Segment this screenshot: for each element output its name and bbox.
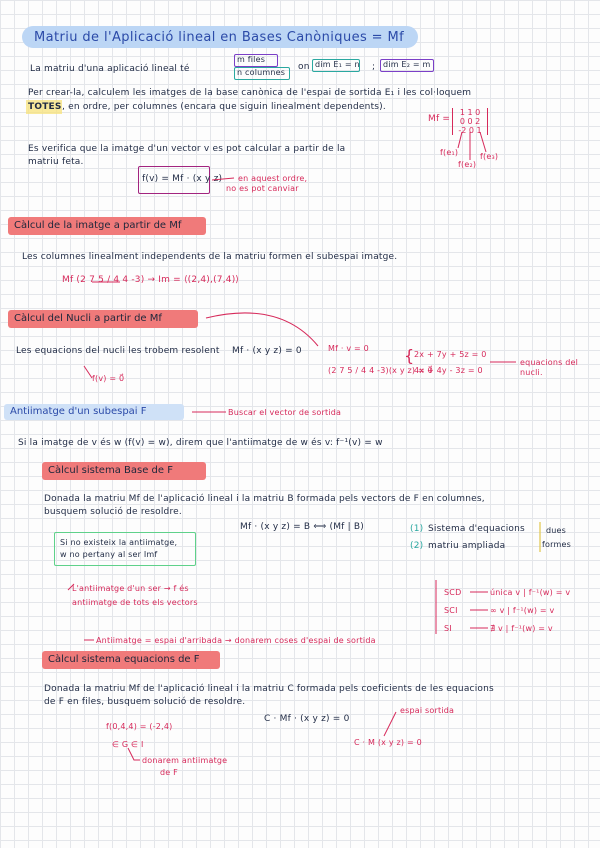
s4-sci: SCI: [444, 606, 458, 615]
s5-cm-note: espai sortida: [400, 706, 455, 715]
s4-si: SI: [444, 624, 452, 633]
arrow-e3-icon: [480, 132, 486, 152]
s4-formula: Mf · (x y z) = B ⟺ (Mf | B): [240, 522, 364, 532]
dim-e1: dim E₁ = n: [315, 60, 360, 69]
s1-example: Mf (2 7 5 / 4 4 -3) → Im = ⟨(2,4),(7,4)⟩: [62, 275, 240, 285]
s5-example-l2: ∈ G ∈ I: [112, 740, 144, 749]
s4-sci-r: ∞ v | f⁻¹(w) = v: [490, 606, 555, 615]
page-title: Matriu de l'Aplicació lineal en Bases Canòniques = Mf: [34, 30, 405, 45]
s2-eq-matrix: (2 7 5 / 4 4 -3)(x y z) = 0⃗: [328, 366, 433, 375]
arrow-pink-icon: [68, 584, 74, 590]
s2-text: Les equacions del nucli les trobem resolent: [16, 346, 220, 356]
s3-heading: Antiimatge d'un subespai F: [10, 406, 147, 417]
s2-note: f(v) = 0⃗: [92, 374, 125, 383]
intro-formula: f(v) = Mf · (x y z): [142, 174, 223, 184]
arrow-cm-icon: [384, 712, 396, 736]
s4-opt2-num: (2): [410, 541, 424, 551]
intro-p2-l1: Per crear-la, calculem les imatges de la base canònica de l'espai de sortida E₁ i les col·loquem: [28, 88, 472, 98]
arrow-nucli-note-icon: [84, 366, 92, 378]
mf-row: -2 0 1: [458, 126, 482, 135]
s4-heading: Càlcul sistema Base de F: [48, 465, 173, 476]
s2-formula: Mf · (x y z) = 0: [232, 346, 302, 356]
s2-eq1: 2x + 7y + 5z = 0: [414, 350, 487, 359]
s5-top-note: Antiimatge = espai d'arribada → donarem coses d'espai de sortida: [96, 636, 376, 645]
s4-text-l2: busquem solució de resoldre.: [44, 507, 182, 517]
intro-p3-l1: Es verifica que la imatge d'un vector v es pot calcular a partir de la: [28, 144, 346, 154]
s3-def: Si la imatge de v és w (f(v) = w), direm que l'antiimatge de w és v: f⁻¹(v) = w: [18, 438, 383, 448]
cols-label: n columnes: [237, 68, 286, 77]
s2-heading: Càlcul del Nucli a partir de Mf: [14, 313, 162, 324]
s4-pink-l2: antiimatge de tots els vectors: [72, 598, 198, 607]
s5-example-l1: f(0,4,4) = (-2,4): [106, 722, 173, 731]
s5-text-l1: Donada la matriu Mf de l'aplicació lineal i la matriu C formada pels coeficients de les equacions: [44, 684, 494, 694]
s5-example-note-l2: de F: [160, 768, 178, 777]
s5-cm-formula: C · M (x y z) = 0: [354, 738, 422, 747]
s4-pink-l1: L'antiimatge d'un ser → f és: [72, 584, 189, 593]
s1-heading: Càlcul de la imatge a partir de Mf: [14, 220, 182, 231]
s4-scd-r: única v | f⁻¹(w) = v: [490, 588, 571, 597]
img-e3: f(e₃): [480, 152, 499, 161]
s2-eq2: 4x + 4y - 3z = 0: [414, 366, 483, 375]
s2-arrow-note-l1: equacions del: [520, 358, 579, 367]
s4-opt2: matriu ampliada: [428, 541, 506, 551]
s2-brace: {: [404, 346, 415, 365]
arrow-sci-icon: [470, 592, 488, 628]
mf-row: 0 0 2: [459, 117, 481, 126]
s5-heading: Càlcul sistema equacions de F: [48, 654, 200, 665]
s4-opts-note-l2: formes: [542, 540, 571, 549]
s4-text-l1: Donada la matriu Mf de l'aplicació lineal i la matriu B formada pels vectors de F en columnes,: [44, 494, 485, 504]
intro-totes: TOTES: [28, 102, 62, 112]
rows-label: m files: [237, 55, 266, 64]
s4-scd: SCD: [444, 588, 462, 597]
intro-line1: La matriu d'una aplicació lineal té: [30, 64, 190, 74]
dim-e2: dim E₂ = m: [383, 60, 431, 69]
s5-formula: C · Mf · (x y z) = 0: [264, 714, 350, 724]
arrow-nucli-curve-icon: [206, 313, 318, 346]
dim-sep: ;: [372, 62, 376, 72]
s4-green-l2: w no pertany al ser Imf: [60, 550, 158, 559]
s2-eq-top: Mf · v = 0: [328, 344, 369, 353]
s4-green-l1: Si no existeix la antiimatge,: [60, 538, 178, 547]
s4-opt1: Sistema d'equacions: [428, 524, 525, 534]
s4-si-r: ∄ v | f⁻¹(w) = v: [490, 624, 553, 633]
s4-opt1-num: (1): [410, 524, 424, 534]
intro-p3-l2: matriu feta.: [28, 157, 84, 167]
intro-p2-l2: , en ordre, per columnes (encara que siguin linealment dependents).: [62, 102, 386, 112]
s5-text-l2: de F en files, busquem solució de resoldre.: [44, 697, 246, 707]
dim-prefix: on: [298, 62, 310, 72]
s2-arrow-note-l2: nucli.: [520, 368, 543, 377]
arrow-e1-icon: [458, 132, 462, 148]
mf-label: Mf =: [428, 114, 451, 124]
arrow-example-icon: [128, 748, 140, 760]
arrow-formula-icon: [212, 178, 234, 180]
s3-heading-note: Buscar el vector de sortida: [228, 408, 342, 417]
s1-text: Les columnes linealment independents de la matriu formen el subespai imatge.: [22, 252, 398, 262]
order-note-l1: en aquest ordre,: [238, 174, 308, 183]
mf-row: 1 1 0: [459, 108, 481, 117]
img-e2: f(e₂): [458, 160, 477, 169]
s4-opts-note-l1: dues: [546, 526, 567, 535]
s5-example-note-l1: donarem antiimatge: [142, 756, 228, 765]
order-note-l2: no es pot canviar: [226, 184, 299, 193]
img-e1: f(e₁): [440, 148, 459, 157]
